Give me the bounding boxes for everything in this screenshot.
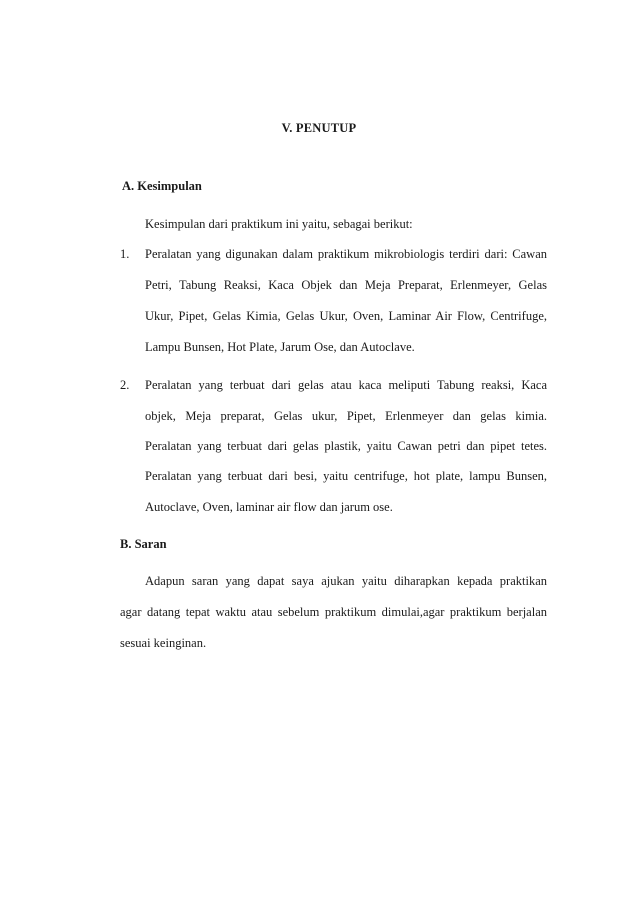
list-item-line: Ukur, Pipet, Gelas Kimia, Gelas Ukur, Oven, Laminar Air Flow, Centrifuge, (145, 309, 547, 323)
paragraph-line: sesuai keinginan. (120, 636, 207, 650)
section-a-intro: Kesimpulan dari praktikum ini yaitu, sebagai berikut: (145, 217, 413, 231)
list-item-line: Petri, Tabung Reaksi, Kaca Objek dan Meja Preparat, Erlenmeyer, Gelas (145, 278, 547, 292)
paragraph-line: Adapun saran yang dapat saya ajukan yaitu diharapkan kepada praktikan (145, 574, 547, 588)
list-item-line: Lampu Bunsen, Hot Plate, Jarum Ose, dan Autoclave. (145, 340, 415, 354)
section-a-heading: A. Kesimpulan (122, 179, 202, 193)
list-item-number: 2. (120, 378, 130, 392)
section-b-heading: B. Saran (120, 537, 167, 551)
list-item-line: Peralatan yang terbuat dari gelas plastik, yaitu Cawan petri dan pipet tetes. (145, 439, 547, 453)
list-item-number: 1. (120, 247, 130, 261)
page-title: V. PENUTUP (281, 121, 357, 135)
list-item-line: Peralatan yang terbuat dari gelas atau kaca meliputi Tabung reaksi, Kaca (145, 378, 547, 392)
list-item-line: Autoclave, Oven, laminar air flow dan jarum ose. (145, 500, 393, 514)
paragraph-line: agar datang tepat waktu atau sebelum praktikum dimulai,agar praktikum berjalan (120, 605, 547, 619)
list-item-line: objek, Meja preparat, Gelas ukur, Pipet, Erlenmeyer dan gelas kimia. (145, 409, 547, 423)
list-item-line: Peralatan yang terbuat dari besi, yaitu centrifuge, hot plate, lampu Bunsen, (145, 469, 547, 483)
list-item-line: Peralatan yang digunakan dalam praktikum mikrobiologis terdiri dari: Cawan (145, 247, 547, 261)
